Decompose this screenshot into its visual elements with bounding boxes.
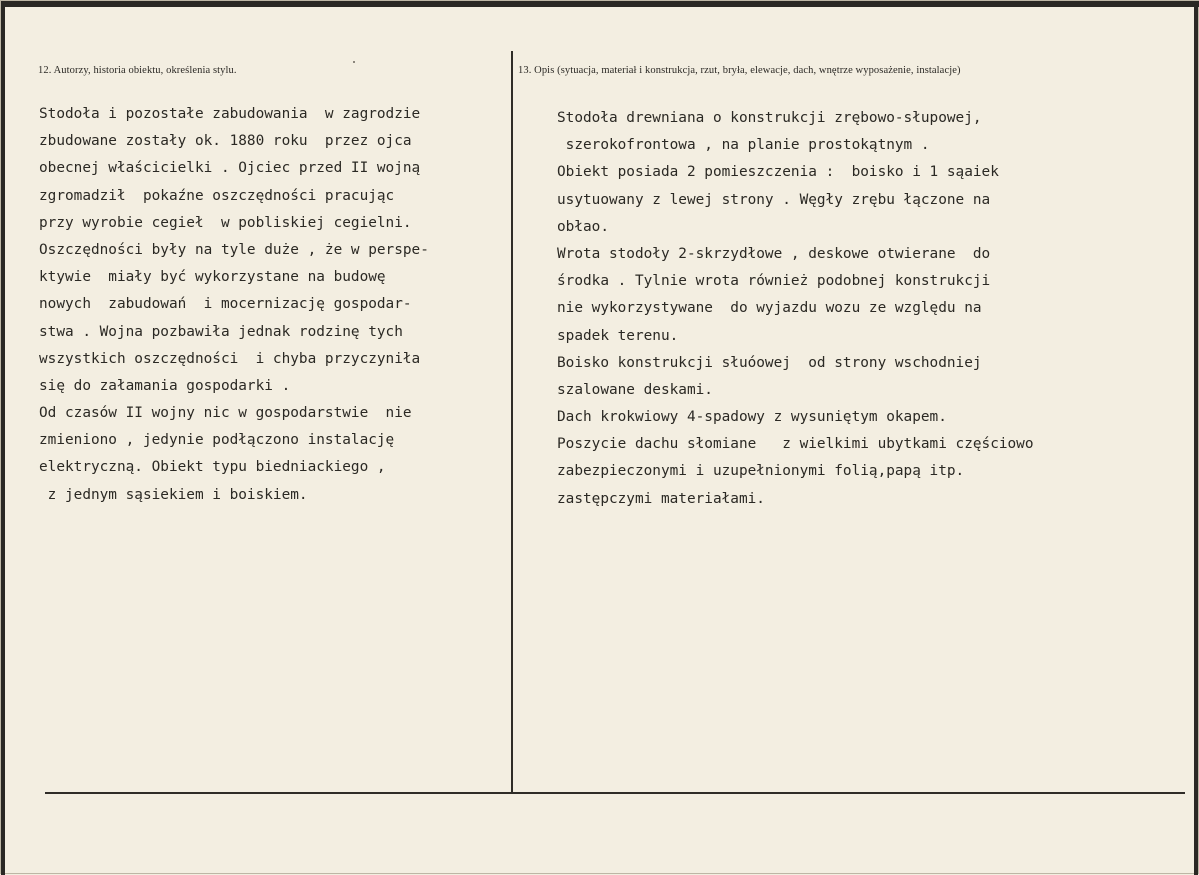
typed-line: Od czasów II wojny nic w gospodarstwie nie	[39, 405, 412, 422]
scan-edge-right	[1194, 1, 1198, 875]
typed-line: się do załamania gospodarki .	[39, 377, 291, 394]
typed-line: środka . Tylnie wrota również podobnej konstrukcji	[557, 273, 991, 290]
typed-line: elektryczną. Obiekt typu biedniackiego ,	[39, 459, 386, 476]
typed-line: ktywie miały być wykorzystane na budowę	[39, 269, 386, 286]
column-divider	[511, 51, 513, 793]
typed-line: zastępczymi materiałami.	[557, 490, 765, 507]
typed-line: przy wyrobie cegieł w pobliskiej cegielni.	[39, 214, 412, 231]
typed-line: wszystkich oszczędności i chyba przyczyniła	[39, 350, 421, 367]
typed-line: szalowane deskami.	[557, 381, 713, 398]
typed-line: Poszycie dachu słomiane z wielkimi ubytkami częściowo	[557, 436, 1034, 453]
scan-edge-left	[1, 1, 5, 875]
scan-edge-top	[1, 1, 1199, 7]
typed-line: nowych zabudowań i mocernizację gospodar-	[39, 296, 412, 313]
typed-line: z jednym sąsiekiem i boiskiem.	[39, 486, 308, 503]
field-13-label: 13. Opis (sytuacja, materiał i konstrukcja, rzut, bryła, elewacje, dach, wnętrze wyposażenie, instalacje)	[518, 65, 961, 76]
typed-line: Stodoła drewniana o konstrukcji zrębowo-słupowej,	[557, 110, 982, 126]
typed-line: zabezpieczonymi i uzupełnionymi folią,papą itp.	[557, 463, 965, 480]
paper-speck	[353, 61, 355, 63]
typed-line: Boisko konstrukcji słuóowej od strony wschodniej	[557, 354, 982, 371]
field-12-label: 12. Autorzy, historia obiektu, określenia stylu.	[38, 65, 237, 76]
typed-line: szerokofrontowa , na planie prostokątnym .	[557, 137, 930, 154]
typed-line: Obiekt posiada 2 pomieszczenia : boisko i 1 sąaiek	[557, 164, 999, 181]
typed-line: usytuowany z lewej strony . Węgły zrębu łączone na	[557, 191, 991, 208]
typed-line: zgromadził pokaźne oszczędności pracując	[39, 187, 395, 204]
typed-line: nie wykorzystywane do wyjazdu wozu ze względu na	[557, 300, 982, 317]
description-typed-text	[557, 105, 1034, 513]
typed-line: Stodoła i pozostałe zabudowania w zagrodzie	[39, 106, 421, 122]
typed-line: obecnej właścicielki . Ojciec przed II wojną	[39, 160, 421, 177]
typed-line: zmieniono , jedynie podłączono instalację	[39, 432, 395, 449]
bottom-rule	[45, 792, 1185, 794]
typed-line: obłao.	[557, 218, 609, 235]
typed-line: zbudowane zostały ok. 1880 roku przez ojca	[39, 133, 412, 150]
typed-line: spadek terenu.	[557, 327, 679, 344]
typed-line: stwa . Wojna pozbawiła jednak rodzinę tych	[39, 323, 403, 340]
typed-line: Oszczędności były na tyle duże , że w perspe-	[39, 241, 429, 258]
typed-line: Dach krokwiowy 4-spadowy z wysuniętym okapem.	[557, 409, 947, 426]
typed-line: Wrota stodoły 2-skrzydłowe , deskowe otwierane do	[557, 245, 991, 262]
history-typed-text	[39, 101, 429, 509]
